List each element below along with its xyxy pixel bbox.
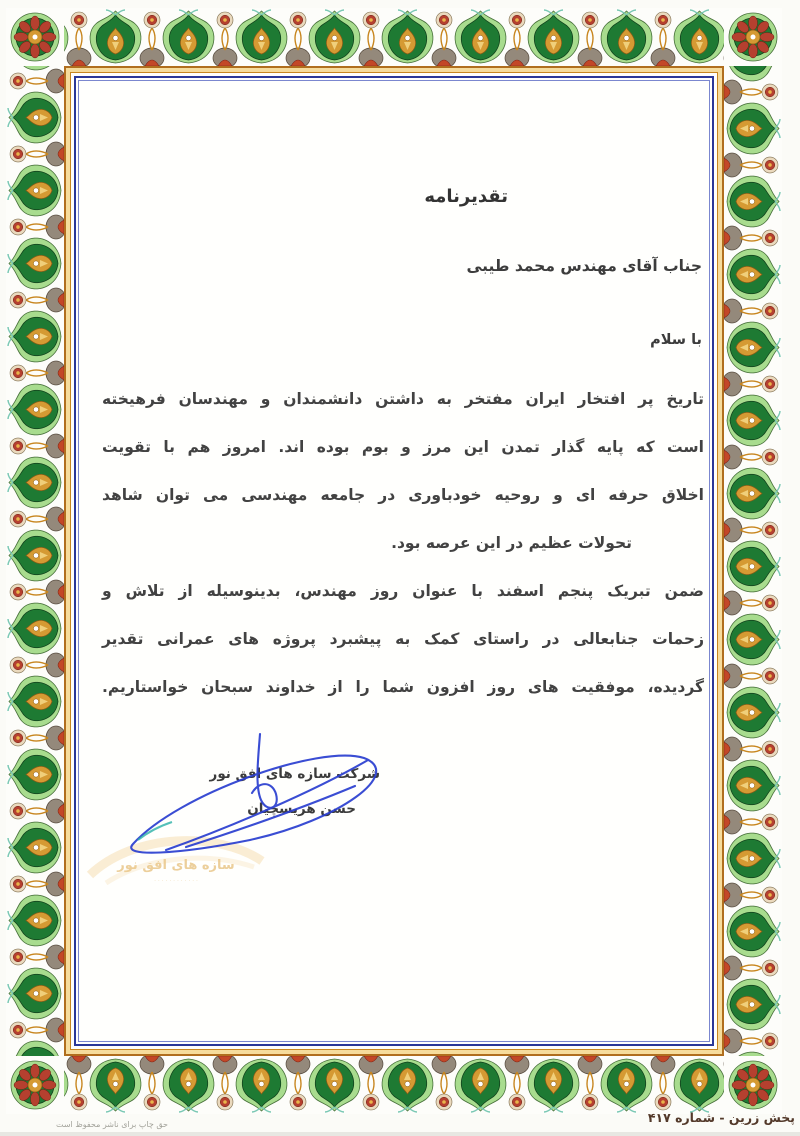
body-line: تحولات عظیم در این عرصه بود. — [391, 534, 632, 552]
body-line: تاریخ پر افتخار ایران مفتخر به داشتن دانشمندان و مهندسان فرهیخته — [102, 390, 704, 408]
border-ornament-left — [6, 8, 64, 1114]
border-ornament-top — [6, 8, 782, 66]
inner-rule-frame — [64, 66, 724, 1056]
handwritten-signature — [108, 730, 408, 865]
body-line: است که پایه گذار تمدن این مرز و بوم بوده اند. امروز هم با تقویت — [102, 438, 704, 456]
body-line: ضمن تبریک پنجم اسفند با عنوان روز مهندس، بدینوسیله از تلاش و — [102, 582, 704, 600]
copyright-line: حق چاپ برای ناشر محفوظ است — [56, 1120, 168, 1129]
salutation: با سلام — [650, 332, 702, 348]
watermark-text: سازه های افق نور — [117, 858, 235, 873]
border-corner-medallion — [724, 8, 782, 66]
body-line: اخلاق حرفه ای و روحیه خودباوری در جامعه مهندسی می توان شاهد — [102, 486, 704, 504]
border-corner-medallion — [6, 8, 64, 66]
signature-company: شرکت سازه های افق نور — [209, 766, 380, 782]
border-ornament-bottom — [6, 1056, 782, 1114]
body-line: گردیده، موفقیت های روز افزون شما را از خداوند سبحان خواستاریم. — [102, 678, 704, 696]
letter-content — [80, 82, 708, 1040]
scan-edge-shadow — [0, 1132, 800, 1136]
letter-body — [102, 376, 704, 712]
letter-title: تقدیرنامه — [424, 186, 508, 207]
recipient-line: جناب آقای مهندس محمد طیبی — [466, 257, 702, 275]
border-ornament-right — [724, 8, 782, 1114]
publisher-line: پخش زرین - شماره ۴۱۷ — [647, 1110, 795, 1125]
body-line: زحمات جنابعالی در راستای کمک به پیشبرد پروژه های عمرانی تقدیر — [102, 630, 704, 648]
border-corner-medallion — [724, 1056, 782, 1114]
signature-name: حسن هریسچیان — [247, 801, 356, 817]
border-corner-medallion — [6, 1056, 64, 1114]
svg-text:· · · · · · · · · · · ·: · · · · · · · · · · · · — [154, 878, 198, 885]
